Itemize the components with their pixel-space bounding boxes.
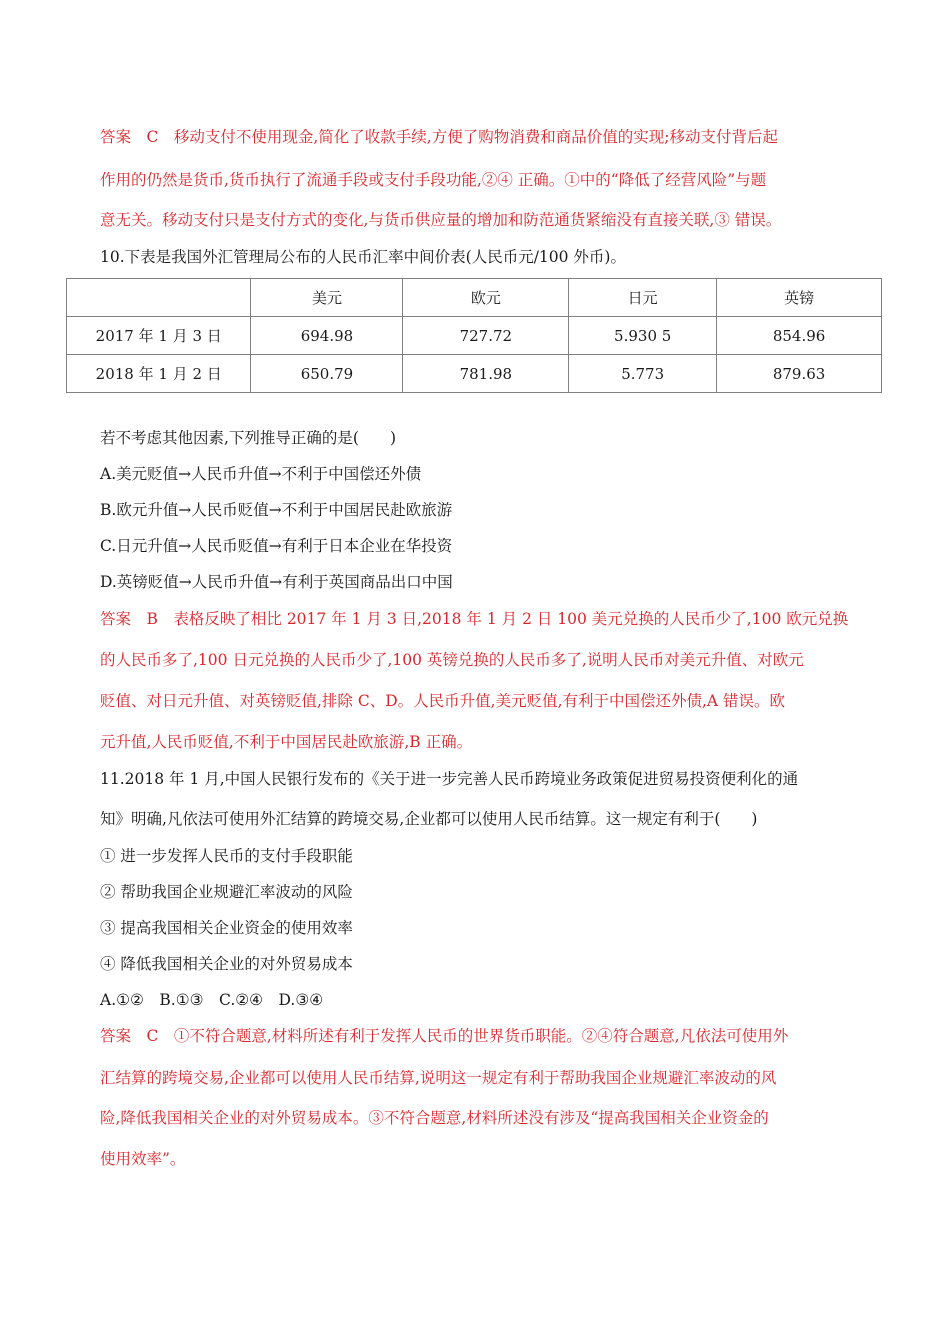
answer-10-line-3: 贬值、对日元升值、对英镑贬值,排除 C、D。人民币升值,美元贬值,有利于中国偿还外债,A 错误。欧 [100,692,786,710]
question-10-option-a: A.美元贬值→人民币升值→不利于中国偿还外债 [100,465,422,483]
answer-11-line-2: 汇结算的跨境交易,企业都可以使用人民币结算,说明这一规定有利于帮助我国企业规避汇率波动的风 [100,1069,777,1087]
table-cell: 879.63 [717,355,882,393]
table-header-row [67,279,882,317]
answer-9-line-3: 意无关。移动支付只是支付方式的变化,与货币供应量的增加和防范通货紧缩没有直接关联,③ 错误。 [100,211,782,229]
question-10-option-b: B.欧元升值→人民币贬值→不利于中国居民赴欧旅游 [100,501,453,519]
table-header-cell: 英镑 [717,279,882,317]
answer-10-line-4: 元升值,人民币贬值,不利于中国居民赴欧旅游,B 正确。 [100,733,473,751]
table-cell: 727.72 [403,317,569,355]
answer-11-line-1: 答案 C ①不符合题意,材料所述有利于发挥人民币的世界货币职能。②④符合题意,凡依法可使用外 [100,1027,789,1045]
table-cell: 2017 年 1 月 3 日 [67,317,251,355]
question-11-choices: A.①② B.①③ C.②④ D.③④ [100,991,324,1009]
question-10-option-d: D.英镑贬值→人民币升值→有利于英国商品出口中国 [100,573,453,591]
table-cell: 5.773 [569,355,717,393]
table-cell: 781.98 [403,355,569,393]
question-10-prompt: 若不考虑其他因素,下列推导正确的是( ) [100,429,397,447]
answer-10-line-1: 答案 B 表格反映了相比 2017 年 1 月 3 日,2018 年 1 月 2 日 100 美元兑换的人民币少了,100 欧元兑换 [100,610,849,628]
table-header-cell: 美元 [251,279,403,317]
question-11-item-2: ② 帮助我国企业规避汇率波动的风险 [100,883,353,901]
table-header-cell [67,279,251,317]
question-11-stem-line-2: 知》明确,凡依法可使用外汇结算的跨境交易,企业都可以使用人民币结算。这一规定有利于( ) [100,810,758,828]
table-cell: 2018 年 1 月 2 日 [67,355,251,393]
answer-11-line-4: 使用效率”。 [100,1150,186,1168]
table-row [67,355,882,393]
table-cell: 650.79 [251,355,403,393]
table-cell: 854.96 [717,317,882,355]
question-10-stem: 10.下表是我国外汇管理局公布的人民币汇率中间价表(人民币元/100 外币)。 [100,248,626,266]
table-header-cell: 欧元 [403,279,569,317]
question-11-item-4: ④ 降低我国相关企业的对外贸易成本 [100,955,353,973]
question-10-option-c: C.日元升值→人民币贬值→有利于日本企业在华投资 [100,537,453,555]
table-cell: 694.98 [251,317,403,355]
table-header-cell: 日元 [569,279,717,317]
answer-10-line-2: 的人民币多了,100 日元兑换的人民币少了,100 英镑兑换的人民币多了,说明人民币对美元升值、对欧元 [100,651,804,669]
question-11-item-1: ① 进一步发挥人民币的支付手段职能 [100,847,353,865]
answer-9-line-2: 作用的仍然是货币,货币执行了流通手段或支付手段功能,②④ 正确。①中的“降低了经营风险”与题 [100,171,767,189]
table-row [67,317,882,355]
answer-9-line-1: 答案 C 移动支付不使用现金,简化了收款手续,方便了购物消费和商品价值的实现;移动支付背后起 [100,128,778,146]
question-11-stem-line-1: 11.2018 年 1 月,中国人民银行发布的《关于进一步完善人民币跨境业务政策促进贸易投资便利化的通 [100,770,799,788]
answer-11-line-3: 险,降低我国相关企业的对外贸易成本。③不符合题意,材料所述没有涉及“提高我国相关企业资金的 [100,1109,769,1127]
exchange-rate-table [66,278,882,393]
table-cell: 5.930 5 [569,317,717,355]
question-11-item-3: ③ 提高我国相关企业资金的使用效率 [100,919,353,937]
